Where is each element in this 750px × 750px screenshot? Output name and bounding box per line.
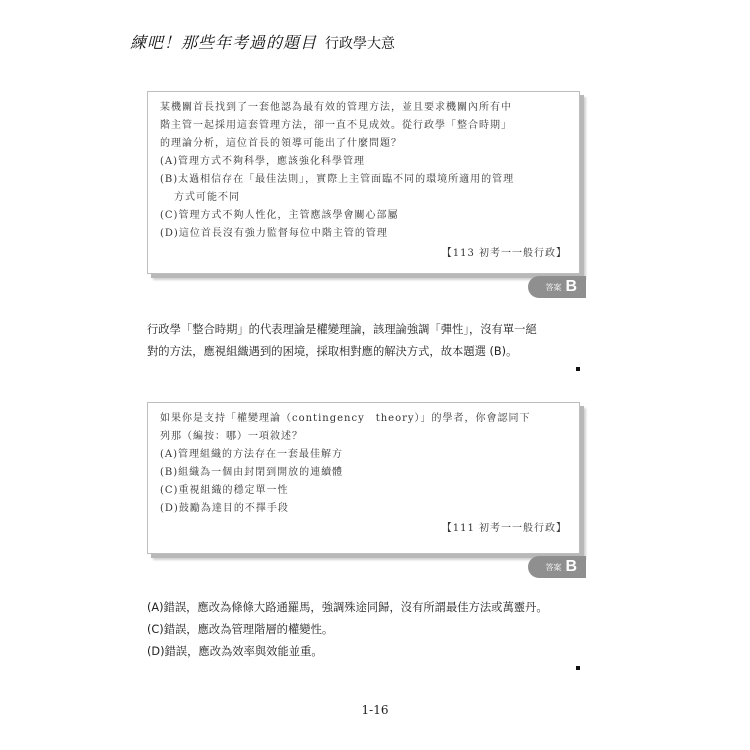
- question-1-option-a: (A)管理方式不夠科學，應該強化科學管理: [160, 156, 366, 167]
- explanation-2-line-1: (A)錯誤，應改為條條大路通羅馬，強調殊途同歸，沒有所謂最佳方法或萬靈丹。: [147, 601, 548, 614]
- question-1-option-b: (B)太過相信存在「最佳法則」，實際上主管面臨不同的環境所適用的管理: [160, 174, 515, 185]
- explanation-2-line-2: (C)錯誤，應改為管理階層的權變性。: [147, 623, 334, 636]
- question-1-option-b-continued: 方式可能不同: [174, 192, 240, 203]
- header-subject: 行政學大意: [325, 36, 396, 52]
- answer-1-badge: [528, 276, 586, 298]
- answer-1-label: 答案: [545, 282, 562, 292]
- question-2-option-b: (B)組織為一個由封閉到開放的連續體: [160, 467, 344, 478]
- answer-2-label: 答案: [545, 562, 562, 572]
- explanation-2-line-3: (D)錯誤，應改為效率與效能並重。: [147, 645, 323, 658]
- question-1-stem-line-1: 某機關首長找到了一套他認為最有效的管理方法，並且要求機關內所有中: [160, 102, 512, 113]
- question-2-box: [147, 402, 580, 554]
- question-2-option-a: (A)管理組織的方法存在一套最佳解方: [160, 449, 344, 460]
- answer-2-badge: [528, 556, 586, 578]
- explanation-2: [147, 597, 587, 663]
- question-2-stem-line-1: 如果你是支持「權變理論（contingency theory）」的學者，你會認同下: [160, 413, 531, 424]
- page-number: 1-16: [361, 703, 389, 717]
- question-2-stem-line-2: 列那（編按：哪）一項敘述？: [160, 431, 303, 442]
- explanation-1-line-2: 對的方法，應視組織遇到的困境，採取相對應的解決方式，故本題選 (B)。: [147, 345, 518, 358]
- question-1-option-d: (D)這位首長沒有強力監督每位中階主管的管理: [160, 228, 388, 239]
- question-2-option-c: (C)重視組織的穩定單一性: [160, 485, 289, 496]
- answer-2-letter: B: [565, 558, 577, 575]
- explanation-1-line-1: 行政學「整合時期」的代表理論是權變理論，該理論強調「彈性」，沒有單一絕: [147, 323, 537, 336]
- question-2-option-d: (D)鼓勵為達目的不擇手段: [160, 503, 289, 514]
- question-1-source: 【113 初考一一般行政】: [441, 248, 567, 259]
- explanation-1: [147, 319, 587, 363]
- question-1-box: [147, 91, 580, 274]
- page-header: [130, 30, 395, 53]
- end-mark-1: [576, 367, 580, 371]
- question-2-source: 【111 初考一一般行政】: [441, 523, 567, 534]
- end-mark-2: [576, 666, 580, 670]
- answer-1-letter: B: [565, 278, 577, 295]
- question-1-stem-line-3: 的理論分析，這位首長的領導可能出了什麼問題？: [160, 138, 402, 149]
- question-1-option-c: (C)管理方式不夠人性化，主管應該學會關心部屬: [160, 210, 399, 221]
- header-handwritten-title: 練吧！那些年考過的題目: [130, 33, 318, 52]
- question-1-stem-line-2: 階主管一起採用這套管理方法，卻一直不見成效。從行政學「整合時期」: [160, 120, 512, 131]
